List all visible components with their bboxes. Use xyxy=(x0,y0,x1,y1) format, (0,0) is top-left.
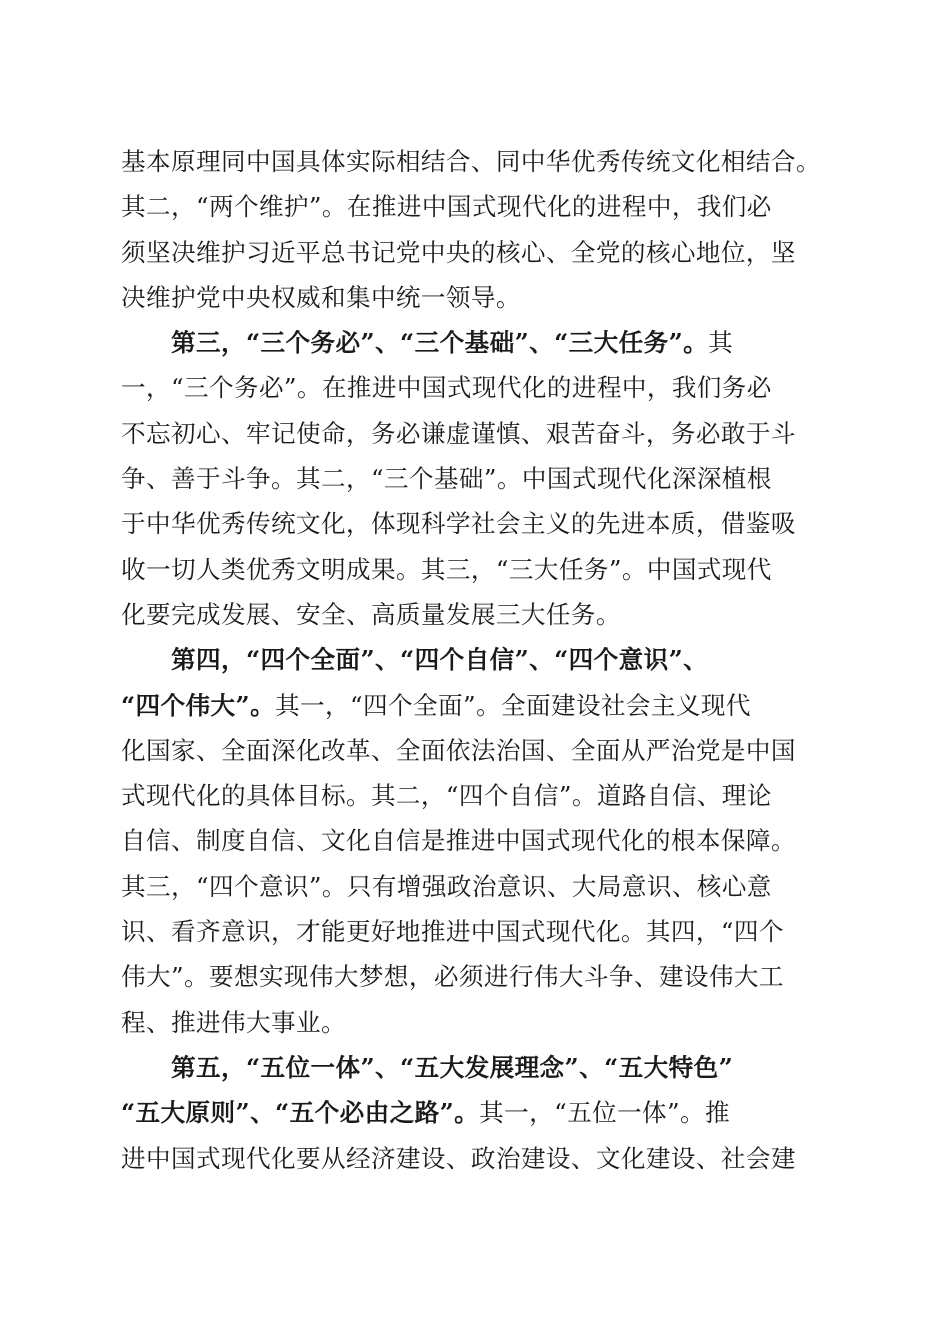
text-line xyxy=(121,411,833,456)
line-text: 其一，“四个全面”。全面建设社会主义现代 xyxy=(275,690,751,720)
text-line xyxy=(121,1000,833,1045)
section-heading: 第三，“三个务必”、“三个基础”、“三大任务”。 xyxy=(171,328,709,358)
line-text: 其一，“五位一体”。推 xyxy=(479,1098,731,1128)
line-text: 化国家、全面深化改革、全面依法治国、全面从严治党是中国 xyxy=(121,735,796,765)
line-text: 伟大”。要想实现伟大梦想，必须进行伟大斗争、建设伟大工 xyxy=(121,962,784,992)
text-line xyxy=(121,184,833,229)
text-line xyxy=(121,683,833,728)
text-line xyxy=(121,728,833,773)
line-text: 其二，“两个维护”。在推进中国式现代化的进程中，我们必 xyxy=(121,192,772,222)
text-line xyxy=(121,637,833,682)
text-line xyxy=(121,954,833,999)
text-line xyxy=(121,1090,833,1135)
line-text: 须坚决维护习近平总书记党中央的核心、全党的核心地位，坚 xyxy=(121,237,796,267)
text-line xyxy=(121,320,833,365)
section-heading: “四个伟大”。 xyxy=(121,690,276,720)
text-line xyxy=(121,230,833,275)
text-line xyxy=(121,456,833,501)
line-text: 进中国式现代化要从经济建设、政治建设、文化建设、社会建 xyxy=(121,1143,796,1173)
text-line xyxy=(121,909,833,954)
line-text: 自信、制度自信、文化自信是推进中国式现代化的根本保障。 xyxy=(121,826,796,856)
text-line xyxy=(121,547,833,592)
line-text: 于中华优秀传统文化，体现科学社会主义的先进本质，借鉴吸 xyxy=(121,509,796,539)
line-text: 程、推进伟大事业。 xyxy=(121,1007,346,1037)
text-line xyxy=(121,1045,833,1090)
line-text: 其三，“四个意识”。只有增强政治意识、大局意识、核心意 xyxy=(121,871,772,901)
section-heading: 第五，“五位一体”、“五大发展理念”、“五大特色” xyxy=(171,1052,734,1082)
text-line xyxy=(121,365,833,410)
line-text: 其 xyxy=(708,328,734,358)
line-text: 决维护党中央权威和集中统一领导。 xyxy=(121,282,521,312)
section-heading: 第四，“四个全面”、“四个自信”、“四个意识”、 xyxy=(171,645,709,675)
text-line xyxy=(121,592,833,637)
text-line xyxy=(121,275,833,320)
text-line xyxy=(121,139,833,184)
document-body xyxy=(121,139,833,1181)
text-line xyxy=(121,773,833,818)
line-text: 收一切人类优秀文明成果。其三，“三大任务”。中国式现代 xyxy=(121,554,772,584)
text-line xyxy=(121,818,833,863)
line-text: 争、善于斗争。其二，“三个基础”。中国式现代化深深植根 xyxy=(121,464,772,494)
section-heading: “五大原则”、“五个必由之路”。 xyxy=(121,1098,480,1128)
line-text: 式现代化的具体目标。其二，“四个自信”。道路自信、理论 xyxy=(121,781,772,811)
line-text: 不忘初心、牢记使命，务必谦虚谨慎、艰苦奋斗，务必敢于斗 xyxy=(121,418,796,448)
line-text: 化要完成发展、安全、高质量发展三大任务。 xyxy=(121,599,621,629)
text-line xyxy=(121,864,833,909)
text-line xyxy=(121,501,833,546)
text-line xyxy=(121,1136,833,1181)
line-text: 识、看齐意识，才能更好地推进中国式现代化。其四，“四个 xyxy=(121,917,784,947)
line-text: 一，“三个务必”。在推进中国式现代化的进程中，我们务必 xyxy=(121,373,772,403)
line-text: 基本原理同中国具体实际相结合、同中华优秀传统文化相结合。 xyxy=(121,147,821,176)
